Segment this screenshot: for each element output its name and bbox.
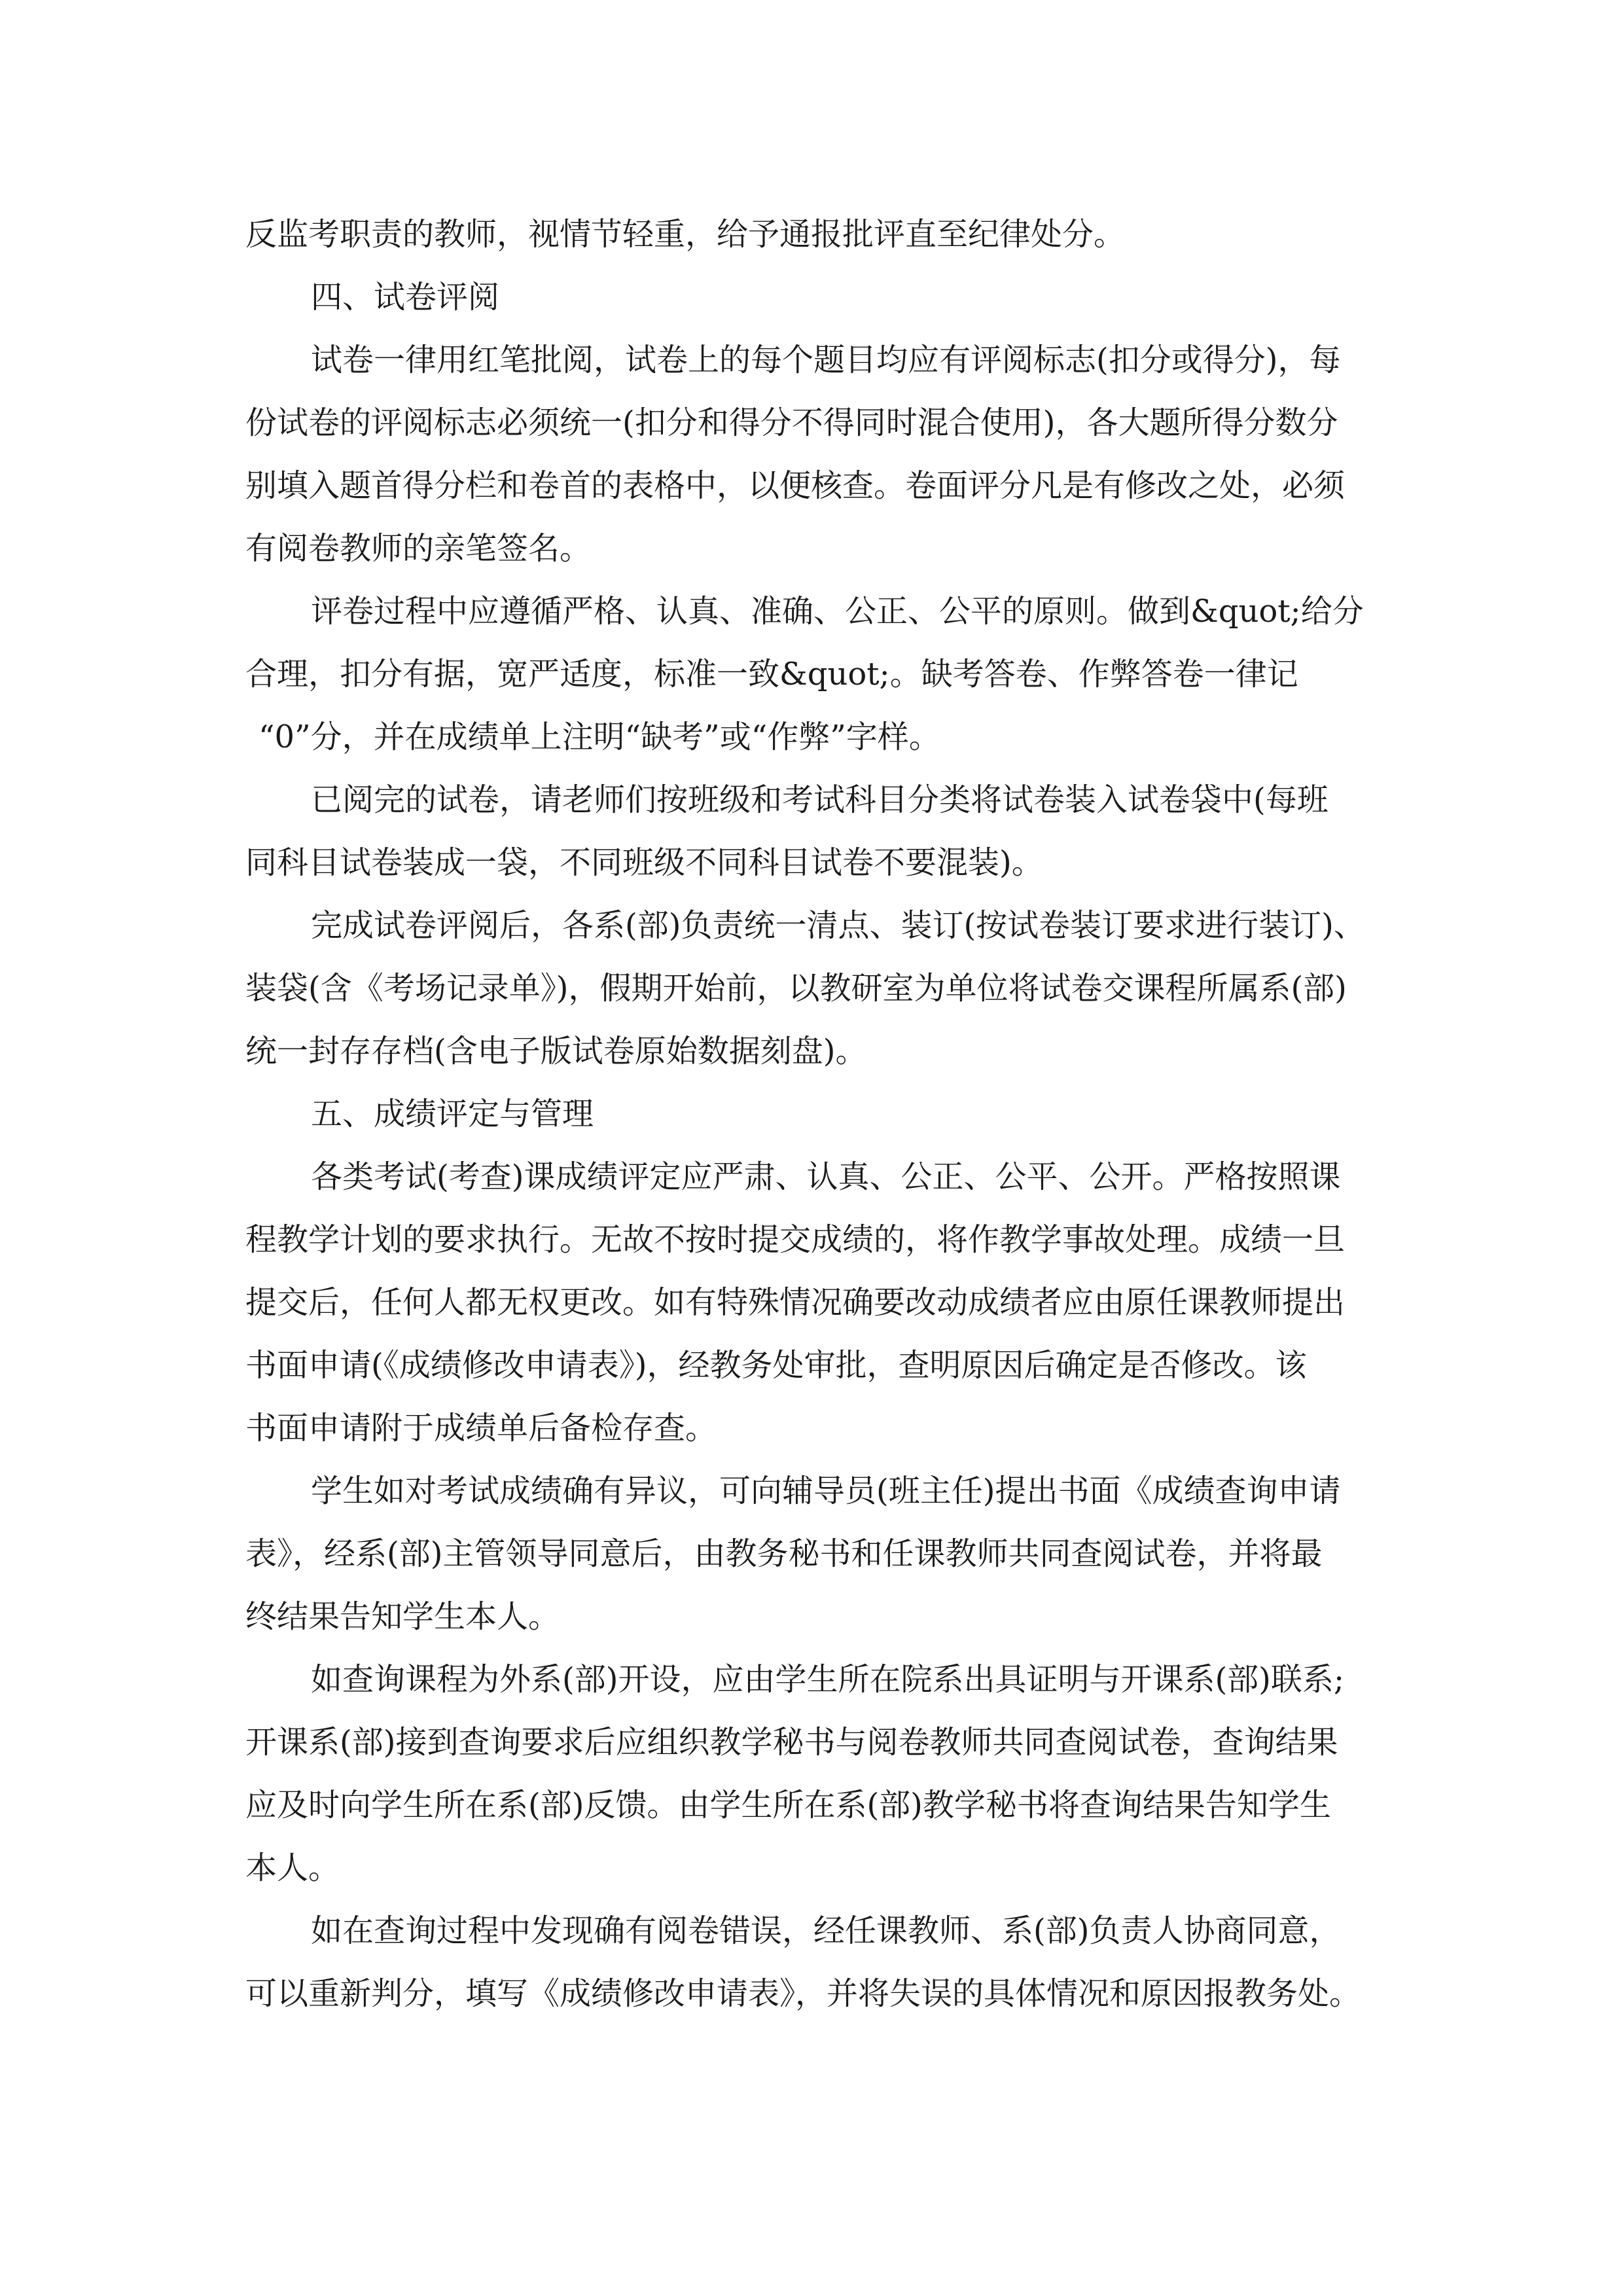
text-line-12: 完成试卷评阅后，各系(部)负责统一清点、装订(按试卷装订要求进行装订)、 [311,907,1365,944]
text-line-29: 可以重新判分，填写《成绩修改申请表》，并将失误的具体情况和原因报教务处。 [245,1975,1361,2012]
section-heading-4: 四、试卷评阅 [311,279,500,315]
text-line-8: 合理，扣分有据，宽严适度，标准一致&quot;。缺考答卷、作弊答卷一律记 [245,656,1298,692]
text-line-25: 开课系(部)接到查询要求后应组织教学秘书与阅卷教师共同查阅试卷，查询结果 [245,1724,1338,1761]
text-line-5: 别填入题首得分栏和卷首的表格中，以便核查。卷面评分凡是有修改之处，必须 [245,467,1346,504]
text-line-19: 书面申请(《成绩修改申请表》)，经教务处审批，查明原因后确定是否修改。该 [245,1347,1307,1384]
text-line-22: 表》，经系(部)主管领导同意后，由教务秘书和任课教师共同查阅试卷，并将最 [245,1535,1323,1572]
text-line-13: 装袋(含《考场记录单》)，假期开始前，以教研室为单位将试卷交课程所属系(部) [245,970,1347,1007]
text-line-18: 提交后，任何人都无权更改。如有特殊情况确要改动成绩者应由原任课教师提出 [245,1284,1346,1321]
text-line-7: 评卷过程中应遵循严格、认真、准确、公正、公平的原则。做到&quot;给分 [311,593,1364,630]
text-line-27: 本人。 [245,1850,340,1886]
text-line-10: 已阅完的试卷，请老师们按班级和考试科目分类将试卷装入试卷袋中(每班 [311,781,1329,818]
text-line-11: 同科目试卷装成一袋，不同班级不同科目试卷不要混装)。 [245,844,1043,881]
text-line-24: 如查询课程为外系(部)开设，应由学生所在院系出具证明与开课系(部)联系; [311,1661,1345,1698]
text-line-14: 统一封存存档(含电子版试卷原始数据刻盘)。 [245,1033,867,1069]
text-line-23: 终结果告知学生本人。 [245,1598,560,1635]
text-line-4: 份试卷的评阅标志必须统一(扣分和得分不得同时混合使用)，各大题所得分数分 [245,404,1338,441]
text-line-28: 如在查询过程中发现确有阅卷错误，经任课教师、系(部)负责人协商同意， [311,1912,1341,1949]
text-line-17: 程教学计划的要求执行。无故不按时提交成绩的，将作教学事故处理。成绩一旦 [245,1221,1346,1258]
text-line-9: “0”分，并在成绩单上注明“缺考”或“作弊”字样。 [259,719,940,755]
text-line-21: 学生如对考试成绩确有异议，可向辅导员(班主任)提出书面《成绩查询申请 [311,1473,1341,1509]
section-heading-5: 五、成绩评定与管理 [311,1096,594,1132]
text-line-6: 有阅卷教师的亲笔签名。 [245,530,592,567]
text-line-3: 试卷一律用红笔批阅，试卷上的每个题目均应有评阅标志(扣分或得分)，每 [311,342,1341,378]
text-line-1: 反监考职责的教师，视情节轻重，给予通报批评直至纪律处分。 [245,216,1126,253]
text-line-20: 书面申请附于成绩单后备检存查。 [245,1410,717,1446]
text-line-26: 应及时向学生所在系(部)反馈。由学生所在系(部)教学秘书将查询结果告知学生 [245,1787,1331,1823]
text-line-16: 各类考试(考查)课成绩评定应严肃、认真、公正、公平、公开。严格按照课 [311,1158,1341,1195]
